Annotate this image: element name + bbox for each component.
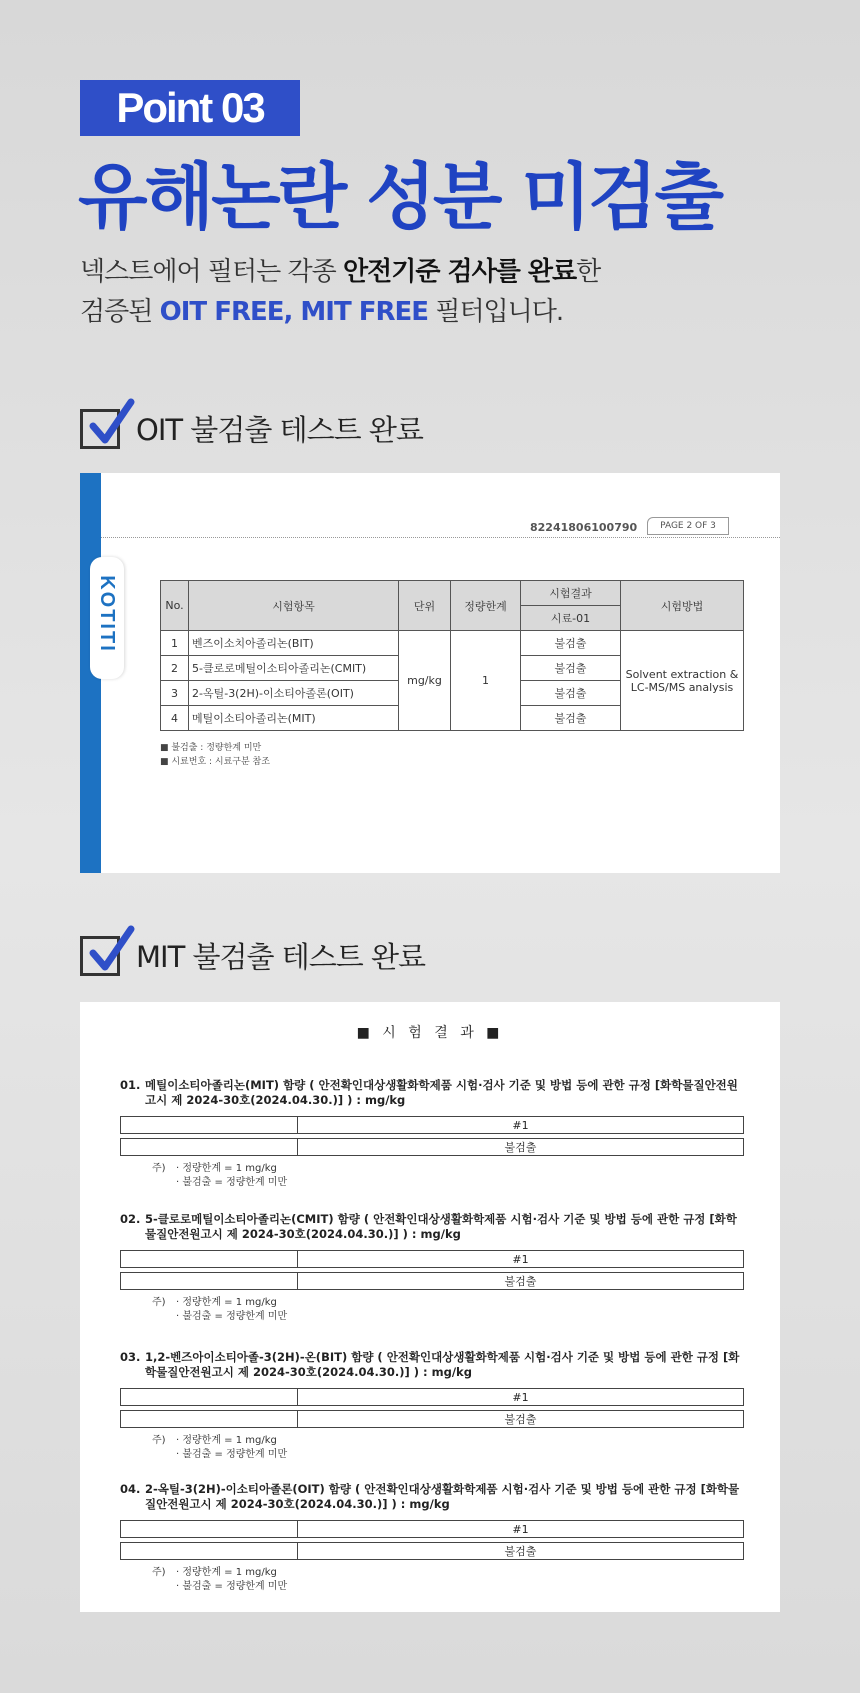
dotted-divider: [101, 537, 780, 538]
header-limit: 정량한계: [451, 581, 521, 631]
result-table: #1 불검출: [120, 1384, 744, 1432]
result-section: 02. 5-클로로메틸이소티아졸리논(CMIT) 함량 ( 안전확인대상생활화학제품 시험·검사 기준 및 방법 등에 관한 규정 [화학물질안전원고시 제 2024-30호(2024.04.30.)] ) : mg/kg #1 불검출 주) · 정량한계 = 1 mg/kg · 불검출 = 정량한계 미만: [120, 1212, 745, 1324]
result-section: 04. 2-옥틸-3(2H)-이소티아졸론(OIT) 함량 ( 안전확인대상생활화학제품 시험·검사 기준 및 방법 등에 관한 규정 [화학물질안전원고시 제 2024-30호(2024.04.30.)] ) : mg/kg #1 불검출 주) · 정량한계 = 1 mg/kg · 불검출 = 정량한계 미만: [120, 1482, 745, 1594]
note: 주) · 정량한계 = 1 mg/kg · 불검출 = 정량한계 미만: [152, 1435, 288, 1460]
mit-label: MIT 불검출 테스트 완료: [136, 940, 426, 974]
oit-results-table: [160, 580, 744, 731]
mit-check-row: [80, 935, 425, 976]
header-sample: 시료-01: [521, 606, 621, 631]
checkbox-icon: [80, 409, 120, 449]
header-unit: 단위: [399, 581, 451, 631]
results-title: ■ 시 험 결 과 ■: [356, 1025, 504, 1041]
note: 주) · 정량한계 = 1 mg/kg · 불검출 = 정량한계 미만: [152, 1567, 288, 1592]
page-number: PAGE 2 OF 3: [647, 517, 729, 535]
header-method: 시험방법: [621, 581, 744, 631]
limit-cell: 1: [451, 631, 521, 731]
header-no: No.: [161, 581, 189, 631]
doc-number: 82241806100790: [530, 521, 638, 534]
result-table: #1 불검출: [120, 1112, 744, 1160]
legend: ■ 불검출 : 정량한계 미만 ■ 시료번호 : 시료구분 참조: [160, 743, 270, 767]
oit-label: OIT 불검출 테스트 완료: [136, 413, 423, 447]
table-row: 3 2-옥틸-3(2H)-이소티아졸론(OIT) 불검출: [161, 681, 744, 706]
table-row: 2 5-클로로메틸이소티아졸리논(CMIT) 불검출: [161, 656, 744, 681]
result-table: #1 불검출: [120, 1246, 744, 1294]
point-badge: Point 03: [80, 80, 300, 136]
result-section: 01. 메틸이소티아졸리논(MIT) 함량 ( 안전확인대상생활화학제품 시험·검사 기준 및 방법 등에 관한 규정 [화학물질안전원고시 제 2024-30호(2024.04.30.)] ) : mg/kg #1 불검출 주) · 정량한계 = 1 mg/kg · 불검출 = 정량한계 미만: [120, 1078, 745, 1190]
table-row: 4 메틸이소티아졸리논(MIT) 불검출: [161, 706, 744, 731]
result-section: 03. 1,2-벤즈아이소티아졸-3(2H)-온(BIT) 함량 ( 안전확인대상생활화학제품 시험·검사 기준 및 방법 등에 관한 규정 [화학물질안전원고시 제 2024-30호(2024.04.30.)] ) : mg/kg #1 불검출 주) · 정량한계 = 1 mg/kg · 불검출 = 정량한계 미만: [120, 1350, 745, 1462]
header-result: 시험결과: [521, 581, 621, 606]
headline: 유해논란 성분 미검출: [78, 155, 722, 239]
unit-cell: mg/kg: [399, 631, 451, 731]
description: 넥스트에어 필터는 각종 안전기준 검사를 완료한 검증된 OIT FREE, MIT FREE 필터입니다.: [80, 257, 601, 327]
mit-test-document: [80, 1002, 780, 1612]
oit-test-document: [80, 473, 780, 873]
result-table: #1 불검출: [120, 1516, 744, 1564]
note: 주) · 정량한계 = 1 mg/kg · 불검출 = 정량한계 미만: [152, 1297, 288, 1322]
checkbox-icon: [80, 936, 120, 976]
method-cell: Solvent extraction & LC-MS/MS analysis: [621, 631, 744, 731]
kotiti-logo: KOTITI: [96, 575, 118, 653]
oit-check-row: [80, 408, 423, 449]
header-item: 시험항목: [189, 581, 399, 631]
table-row: 1 벤즈이소치아졸리논(BIT) mg/kg 1 불검출 Solvent extraction & LC-MS/MS analysis: [161, 631, 744, 656]
note: 주) · 정량한계 = 1 mg/kg · 불검출 = 정량한계 미만: [152, 1163, 288, 1188]
